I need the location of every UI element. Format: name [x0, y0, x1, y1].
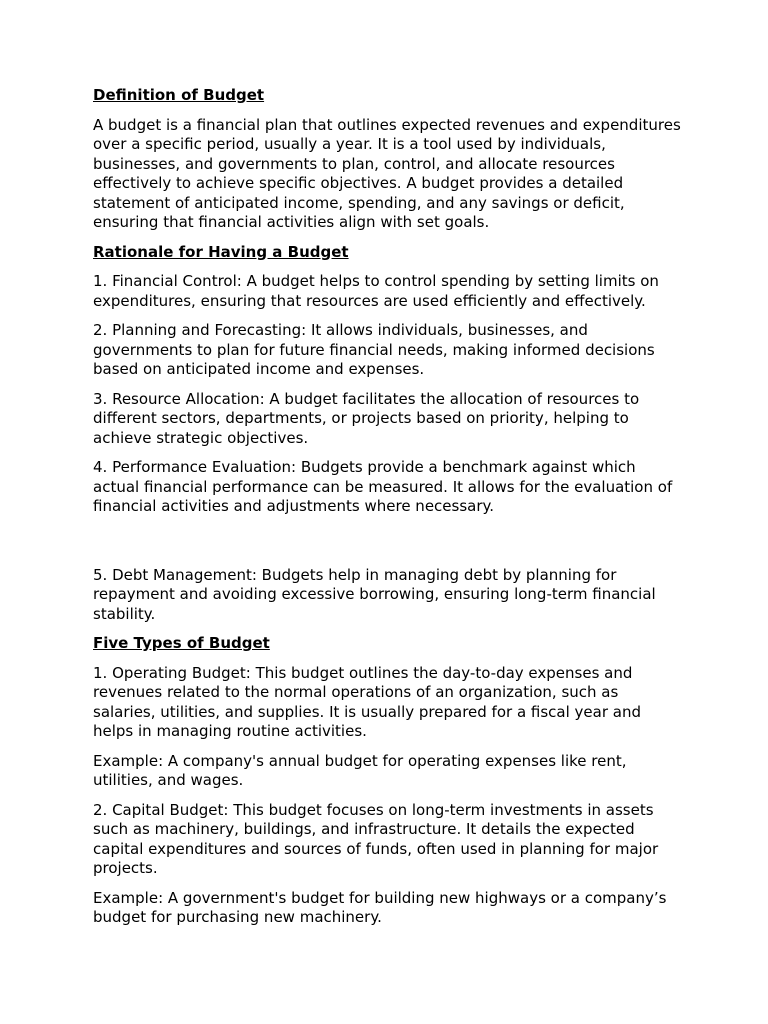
document-page	[93, 86, 683, 938]
section-heading-definition: Definition of Budget	[93, 86, 265, 104]
section-heading-rationale: Rationale for Having a Budget	[93, 242, 349, 261]
paragraph-capital-budget: 2. Capital Budget: This budget focuses on long-term investments in assets such as machinery, buildings, and infrastructure. It details the expected capital expenditures and sources of funds, often used in planning for major projects.	[93, 800, 659, 877]
paragraph-operating-example: Example: A company's annual budget for operating expenses like rent, utilities, and wages.	[93, 751, 627, 789]
paragraph-planning-forecasting: 2. Planning and Forecasting: It allows individuals, businesses, and governments to plan for future financial needs, making informed decisions based on anticipated income and expenses.	[93, 321, 655, 378]
blank-line	[93, 527, 683, 566]
paragraph-operating-budget: 1. Operating Budget: This budget outlines the day-to-day expenses and revenues related to the normal operations of an organization, such as salaries, utilities, and supplies. It is usually prepared for a fiscal year and helps in managing routine activities.	[93, 663, 641, 740]
paragraph-financial-control: 1. Financial Control: A budget helps to control spending by setting limits on expenditures, ensuring that resources are used efficiently and effectively.	[93, 272, 659, 310]
paragraph-capital-example: Example: A government's budget for building new highways or a company’s budget for purchasing new machinery.	[93, 888, 667, 926]
paragraph-performance-evaluation: 4. Performance Evaluation: Budgets provide a benchmark against which actual financial performance can be measured. It allows for the evaluation of financial activities and adjustments where necessary.	[93, 458, 673, 515]
paragraph-resource-allocation: 3. Resource Allocation: A budget facilitates the allocation of resources to different sectors, departments, or projects based on priority, helping to achieve strategic objectives.	[93, 389, 640, 447]
paragraph-debt-management: 5. Debt Management: Budgets help in managing debt by planning for repayment and avoiding excessive borrowing, ensuring long-term financial stability.	[93, 565, 656, 623]
section-heading-types: Five Types of Budget	[93, 634, 270, 652]
paragraph-definition: A budget is a financial plan that outlines expected revenues and expenditures over a specific period, usually a year. It is a tool used by individuals, businesses, and governments to plan, control, and allocate resources effectively to achieve specific objectives. A budget provides a detailed statement of anticipated income, spending, and any savings or deficit, ensuring that financial activities align with set goals.	[93, 115, 681, 231]
